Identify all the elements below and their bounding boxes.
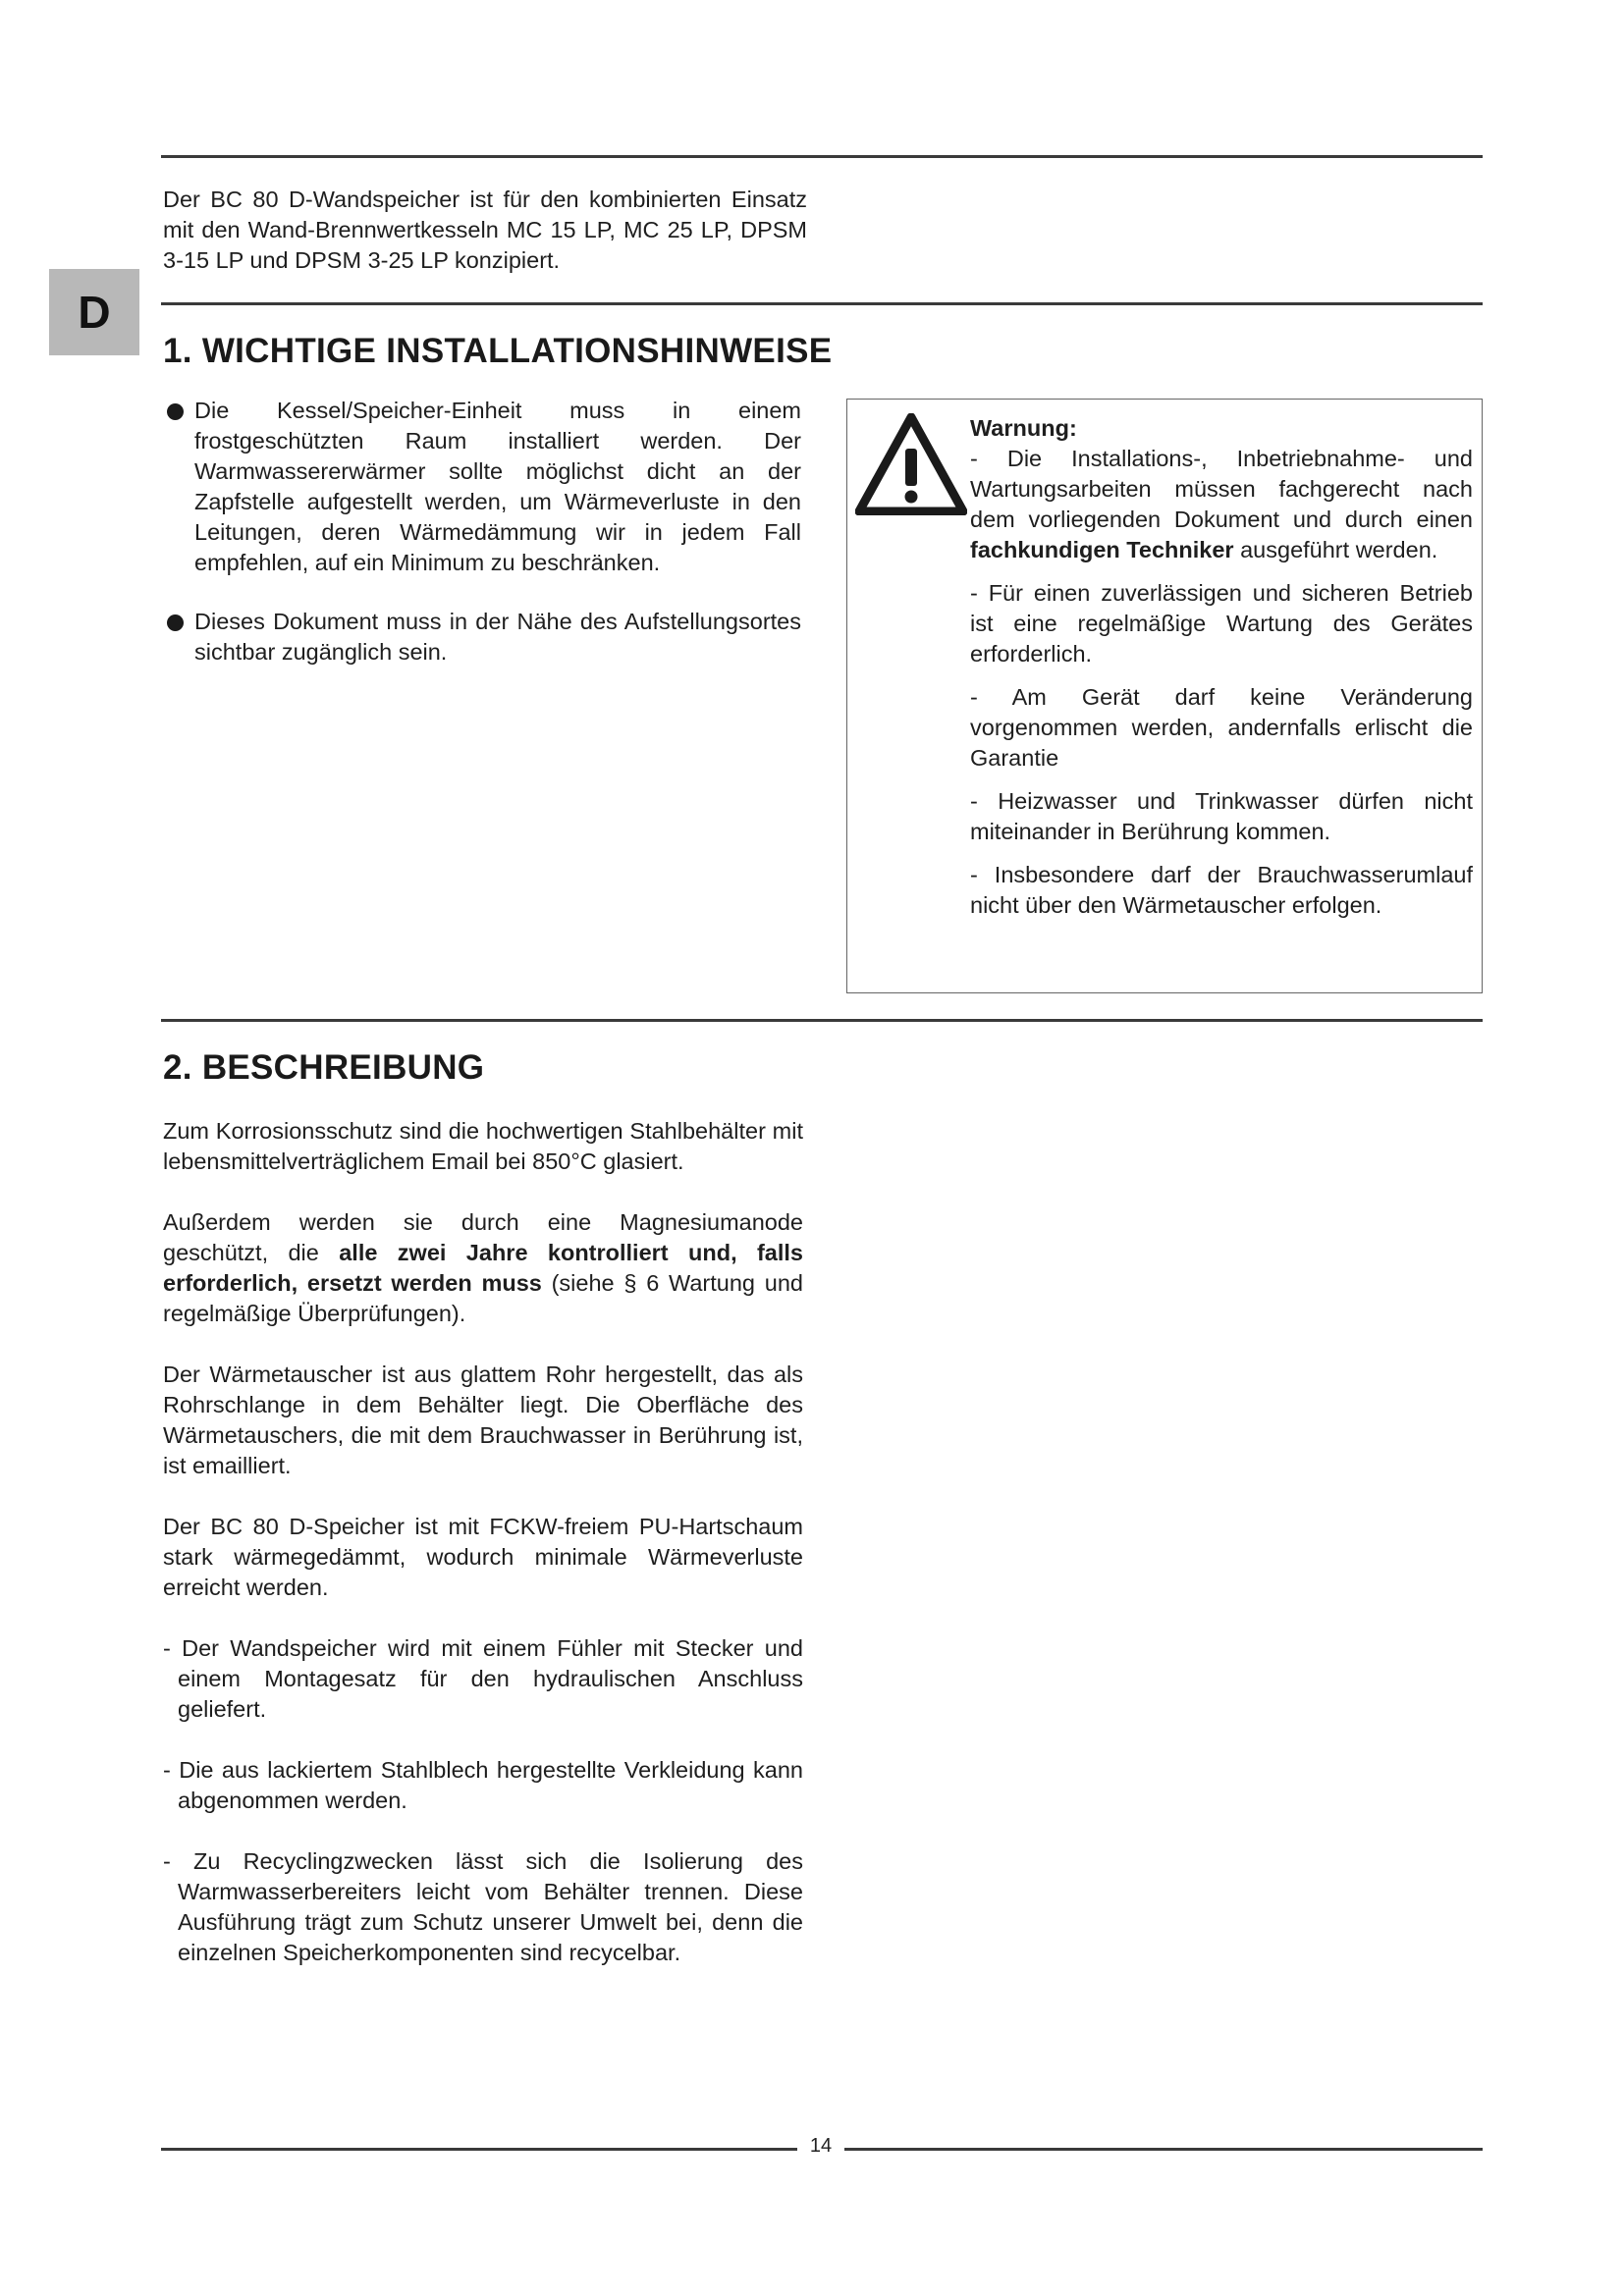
section2-rule bbox=[161, 1019, 1483, 1022]
description-paragraph: Der Wärmetauscher ist aus glattem Rohr hergestellt, das als Rohrschlange in dem Behälter liegt. Die Oberfläche des Wärmetauschers, die mit dem Brauchwasser in Berührung ist, ist emailliert. bbox=[163, 1362, 803, 1478]
warning-item: - Insbesondere darf der Brauchwasserumlauf nicht über den Wärmetauscher erfolgen. bbox=[970, 862, 1473, 918]
section1-title: 1. WICHTIGE INSTALLATIONSHINWEISE bbox=[163, 332, 833, 370]
footer-rule-right bbox=[844, 2148, 1483, 2151]
footer-rule-left bbox=[161, 2148, 797, 2151]
description-paragraph: Der BC 80 D-Speicher ist mit FCKW-freiem PU-Hartschaum stark wärmegedämmt, wodurch minimale Wärmeverluste erreicht werden. bbox=[163, 1514, 803, 1600]
bullet-item: Dieses Dokument muss in der Nähe des Aufstellungsortes sichtbar zugänglich sein. bbox=[163, 607, 801, 667]
bullet-dot-icon bbox=[167, 403, 184, 420]
description-paragraph: Außerdem werden sie durch eine Magnesiumanode geschützt, die alle zwei Jahre kontrolliert und, falls erforderlich, ersetzt werden muss (siehe § 6 Wartung und regelmäßige Überprüfungen). bbox=[163, 1209, 803, 1326]
description-list-item: - Die aus lackiertem Stahlblech hergestellte Verkleidung kann abgenommen werden. bbox=[163, 1757, 803, 1813]
bullet-dot-icon bbox=[167, 614, 184, 631]
language-tab: D bbox=[49, 269, 139, 355]
warning-triangle-icon bbox=[855, 413, 967, 515]
warning-title: Warnung: bbox=[970, 415, 1077, 441]
warning-item: - Für einen zuverlässigen und sicheren Betrieb ist eine regelmäßige Wartung des Gerätes erforderlich. bbox=[970, 580, 1473, 667]
warning-text bbox=[970, 413, 1473, 934]
section1-bullets bbox=[163, 396, 801, 667]
section1-rule bbox=[161, 302, 1483, 305]
warning-item: - Heizwasser und Trinkwasser dürfen nicht miteinander in Berührung kommen. bbox=[970, 788, 1473, 844]
top-rule bbox=[161, 155, 1483, 158]
warning-item: - Die Installations-, Inbetriebnahme- und Wartungsarbeiten müssen fachgerecht nach dem vorliegenden Dokument und durch einen fachkundigen Techniker ausgeführt werden. bbox=[970, 446, 1473, 562]
bullet-item: Die Kessel/Speicher-Einheit muss in einem frostgeschützten Raum installiert werden. Der Warmwassererwärmer sollte möglichst dicht an der Zapfstelle aufgestellt werden, um Wärmeverluste in den Leitungen, deren Wärmedämmung wir in jedem Fall empfehlen, auf ein Minimum zu beschränken. bbox=[163, 396, 801, 578]
description-list-item: - Zu Recyclingzwecken lässt sich die Isolierung des Warmwasserbereiters leicht vom Behälter trennen. Diese Ausführung trägt zum Schutz unserer Umwelt bei, denn die einzelnen Speicherkomponenten sind recycelbar. bbox=[163, 1848, 803, 1965]
description-list-item: - Der Wandspeicher wird mit einem Fühler mit Stecker und einem Montagesatz für den hydraulischen Anschluss geliefert. bbox=[163, 1635, 803, 1722]
warning-box bbox=[846, 399, 1483, 993]
intro-paragraph: Der BC 80 D-Wandspeicher ist für den kombinierten Einsatz mit den Wand-Brennwertkesseln MC 15 LP, MC 25 LP, DPSM 3-15 LP und DPSM 3-25 LP konzipiert. bbox=[163, 187, 807, 273]
section2-title: 2. BESCHREIBUNG bbox=[163, 1048, 485, 1087]
page-number: 14 bbox=[809, 2135, 833, 2157]
warning-item: - Am Gerät darf keine Veränderung vorgenommen werden, andernfalls erlischt die Garantie bbox=[970, 684, 1473, 771]
section2-body bbox=[163, 1116, 803, 1999]
description-paragraph: Zum Korrosionsschutz sind die hochwertigen Stahlbehälter mit lebensmittelverträglichem Email bei 850°C glasiert. bbox=[163, 1118, 803, 1174]
